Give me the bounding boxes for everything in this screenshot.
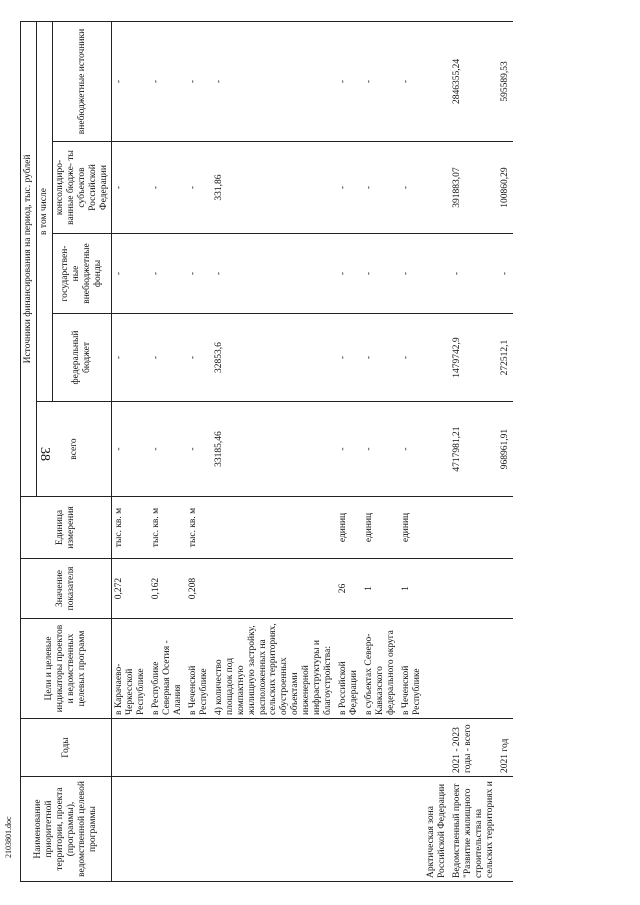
cell-unit: единиц <box>362 497 399 559</box>
cell-offbudget: - <box>336 21 362 141</box>
cell-value: 1 <box>362 559 399 619</box>
header-years: Годы <box>21 719 112 777</box>
header-state-funds: государствен- ные внебюджетные фонды <box>52 234 112 314</box>
cell-years <box>112 719 149 777</box>
cell-total: 968961,91 <box>498 402 513 497</box>
cell-unit: единиц <box>336 497 362 559</box>
cell-consolidated <box>424 142 450 234</box>
cell-years <box>149 719 186 777</box>
cell-goal <box>424 619 450 719</box>
cell-unit: единиц <box>399 497 425 559</box>
cell-offbudget: 2846355,24 <box>450 21 498 141</box>
cell-unit <box>450 497 498 559</box>
cell-state: - <box>399 234 425 314</box>
cell-goal: в Республике Северная Осетия - Алания <box>149 619 186 719</box>
cell-state: - <box>149 234 186 314</box>
cell-unit: тыс. кв. м <box>112 497 149 559</box>
cell-value: 26 <box>336 559 362 619</box>
cell-value <box>212 559 336 619</box>
cell-name <box>336 777 362 882</box>
header-offbudget: внебюджетные источники <box>52 21 112 141</box>
cell-name: Арктическая зона Российской Федерации <box>424 777 450 882</box>
cell-goal: в Чеченской Республике <box>399 619 425 719</box>
cell-value <box>450 559 498 619</box>
cell-state: - <box>450 234 498 314</box>
cell-goal <box>498 619 513 719</box>
cell-federal: - <box>186 314 212 402</box>
cell-offbudget <box>424 21 450 141</box>
cell-offbudget: - <box>399 21 425 141</box>
table-row <box>112 21 149 881</box>
header-total: всего <box>36 402 112 497</box>
cell-state: - <box>186 234 212 314</box>
cell-value: 0,272 <box>112 559 149 619</box>
cell-state: - <box>498 234 513 314</box>
cell-state <box>424 234 450 314</box>
table-body <box>112 21 513 881</box>
cell-value <box>424 559 450 619</box>
cell-name: Ведомственный проект "Развитие жилищного строительства на сельских территориях и <box>450 777 498 882</box>
cell-goal: в Чеченской Республике <box>186 619 212 719</box>
cell-unit: тыс. кв. м <box>186 497 212 559</box>
cell-years <box>336 719 362 777</box>
header-unit: Единица измерения <box>21 497 112 559</box>
cell-name <box>212 777 336 882</box>
cell-consolidated: - <box>362 142 399 234</box>
cell-goal: 4) количество площадок под компактную жилищную застройку, расположенных на сельских территориях, обустроенных объектами инженерной инфраструктуры и благоустройства: <box>212 619 336 719</box>
table-row <box>424 21 450 881</box>
cell-federal: 272512,1 <box>498 314 513 402</box>
cell-offbudget: - <box>212 21 336 141</box>
table-row <box>498 21 513 881</box>
cell-value <box>498 559 513 619</box>
cell-total: - <box>112 402 149 497</box>
table-row <box>450 21 498 881</box>
header-name: Наименование приоритетной территории, проекта (программы), ведомственной целевой программы <box>21 777 112 882</box>
cell-consolidated: - <box>399 142 425 234</box>
table-row <box>362 21 399 881</box>
cell-consolidated: - <box>186 142 212 234</box>
cell-federal: - <box>112 314 149 402</box>
cell-unit <box>424 497 450 559</box>
cell-federal: 32853,6 <box>212 314 336 402</box>
header-federal: федеральный бюджет <box>52 314 112 402</box>
page-number: 38 <box>37 447 52 461</box>
cell-goal <box>450 619 498 719</box>
table-row <box>336 21 362 881</box>
cell-federal: - <box>336 314 362 402</box>
cell-federal: - <box>399 314 425 402</box>
cell-state: - <box>336 234 362 314</box>
cell-goal: в Российской Федерации <box>336 619 362 719</box>
cell-value: 0,162 <box>149 559 186 619</box>
header-sources: Источники финансирования на период, тыс. рублей <box>21 21 37 496</box>
cell-offbudget: 595589,53 <box>498 21 513 141</box>
cell-federal: - <box>362 314 399 402</box>
cell-total <box>424 402 450 497</box>
cell-years: 2021 год <box>498 719 513 777</box>
cell-total: 4717981,21 <box>450 402 498 497</box>
cell-goal: в субъектах Северо-Кавказского федерального округа <box>362 619 399 719</box>
cell-years <box>212 719 336 777</box>
rotated-table-wrapper <box>20 22 620 882</box>
cell-unit <box>498 497 513 559</box>
cell-total: - <box>149 402 186 497</box>
cell-consolidated: - <box>112 142 149 234</box>
header-value: Значение показателя <box>21 559 112 619</box>
cell-total: - <box>186 402 212 497</box>
table-row <box>399 21 425 881</box>
cell-years <box>424 719 450 777</box>
cell-consolidated: - <box>149 142 186 234</box>
footer-filename: 2103801.doc <box>4 816 13 858</box>
cell-total: - <box>336 402 362 497</box>
cell-total: - <box>362 402 399 497</box>
cell-consolidated: 331,86 <box>212 142 336 234</box>
cell-name <box>498 777 513 882</box>
cell-state: - <box>212 234 336 314</box>
cell-value: 0,208 <box>186 559 212 619</box>
cell-federal: - <box>149 314 186 402</box>
cell-goal: в Карачаево-Черкесской Республике <box>112 619 149 719</box>
table-row <box>186 21 212 881</box>
cell-state: - <box>362 234 399 314</box>
cell-years <box>186 719 212 777</box>
header-goals: Цели и целевые индикаторы проектов и ведомственных целевых программ <box>21 619 112 719</box>
cell-years: 2021 - 2023 годы - всего <box>450 719 498 777</box>
cell-name <box>112 777 149 882</box>
cell-state: - <box>112 234 149 314</box>
cell-offbudget: - <box>186 21 212 141</box>
cell-consolidated: - <box>336 142 362 234</box>
cell-years <box>399 719 425 777</box>
cell-consolidated: 391883,07 <box>450 142 498 234</box>
header-consolidated: консолидиро- ванные бюдже- ты субъектов Российской Федерации <box>52 142 112 234</box>
cell-consolidated: 100860,29 <box>498 142 513 234</box>
cell-name <box>362 777 399 882</box>
table-row <box>149 21 186 881</box>
cell-unit: тыс. кв. м <box>149 497 186 559</box>
cell-federal <box>424 314 450 402</box>
header-incl: в том числе <box>36 21 52 401</box>
cell-name <box>399 777 425 882</box>
cell-federal: 1479742,9 <box>450 314 498 402</box>
financing-table <box>20 21 513 882</box>
cell-years <box>362 719 399 777</box>
cell-total: - <box>399 402 425 497</box>
table-row <box>212 21 336 881</box>
cell-offbudget: - <box>149 21 186 141</box>
cell-total: 33185,46 <box>212 402 336 497</box>
cell-name <box>186 777 212 882</box>
cell-offbudget: - <box>362 21 399 141</box>
cell-unit <box>212 497 336 559</box>
cell-offbudget: - <box>112 21 149 141</box>
cell-name <box>149 777 186 882</box>
cell-value: 1 <box>399 559 425 619</box>
